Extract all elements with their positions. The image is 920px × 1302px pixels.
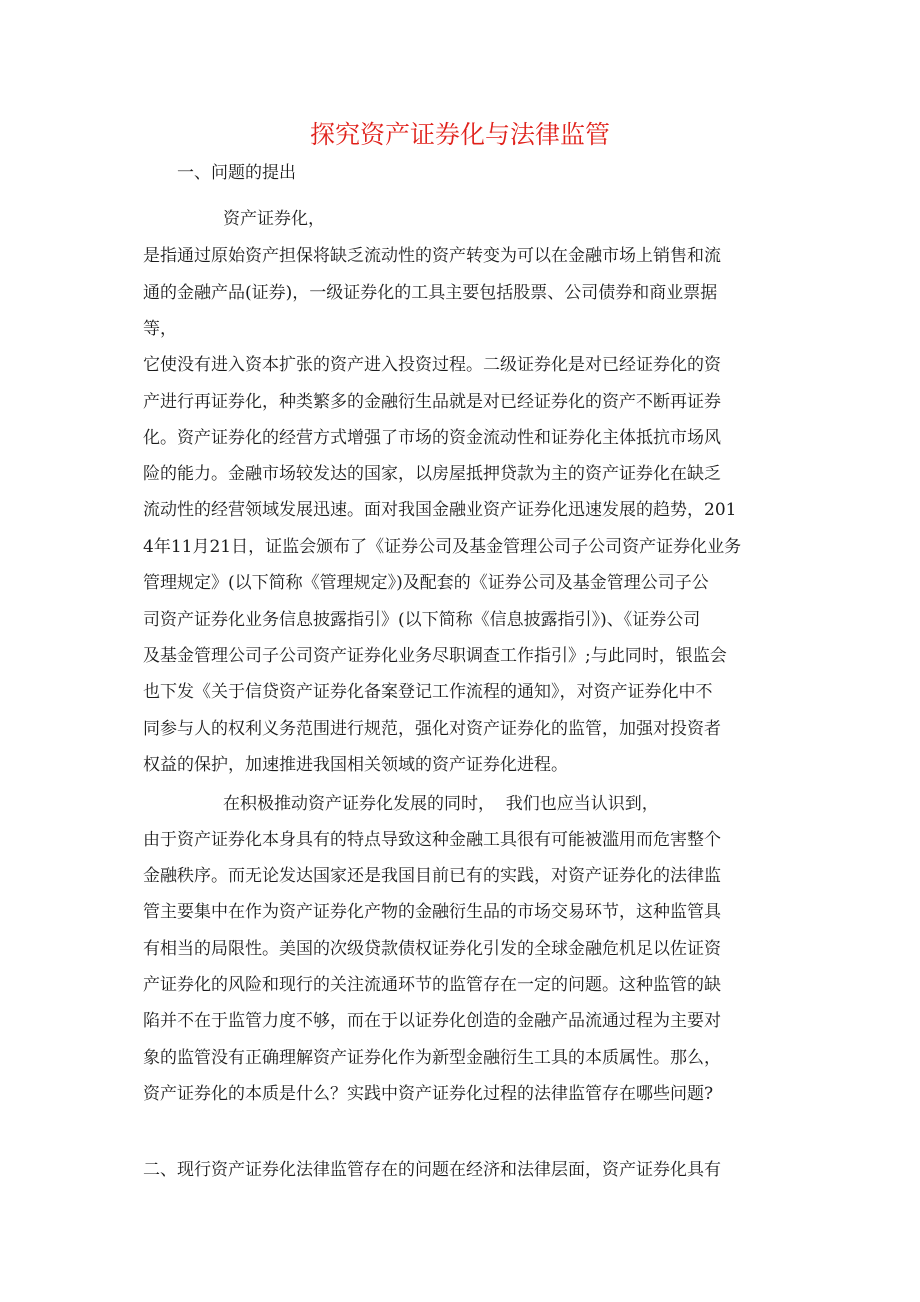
paragraph-line: 产进行再证券化，种类繁多的金融衍生品就是对已经证券化的资产不断再证券 bbox=[143, 392, 721, 412]
paragraph-line: 及基金管理公司子公司资产证券化业务尽职调查工作指引》;与此同时，银监会 bbox=[143, 646, 727, 666]
section-heading-2: 二、现行资产证券化法律监管存在的问题在经济和法律层面，资产证券化具有 bbox=[143, 1160, 721, 1180]
paragraph-line: 司资产证券化业务信息披露指引》(以下简称《信息披露指引》)、《证券公司 bbox=[143, 610, 701, 630]
paragraph-line: 化。资产证券化的经营方式增强了市场的资金流动性和证券化主体抵抗市场风 bbox=[143, 428, 721, 448]
paragraph-2-lead: 在积极推动资产证券化发展的同时， 我们也应当认识到， bbox=[223, 794, 659, 814]
document-title: 探究资产证券化与法律监管 bbox=[309, 120, 610, 149]
paragraph-line: 流动性的经营领域发展迅速。面对我国金融业资产证券化迅速发展的趋势，201 bbox=[143, 500, 737, 520]
paragraph-1-lead: 资产证券化， bbox=[223, 209, 325, 229]
paragraph-line: 等， bbox=[143, 319, 177, 339]
section-heading-1: 一、问题的提出 bbox=[177, 163, 296, 183]
paragraph-line: 象的监管没有正确理解资产证券化作为新型金融衍生工具的本质属性。那么， bbox=[143, 1048, 721, 1068]
paragraph-line: 权益的保护，加速推进我国相关领域的资产证券化进程。 bbox=[143, 755, 568, 775]
paragraph-line: 陷并不在于监管力度不够，而在于以证券化创造的金融产品流通过程为主要对 bbox=[143, 1011, 721, 1031]
paragraph-line: 同参与人的权利义务范围进行规范，强化对资产证券化的监管，加强对投资者 bbox=[143, 719, 721, 739]
paragraph-line: 是指通过原始资产担保将缺乏流动性的资产转变为可以在金融市场上销售和流 bbox=[143, 246, 721, 266]
paragraph-line: 通的金融产品(证券)，一级证券化的工具主要包括股票、公司债券和商业票据 bbox=[143, 283, 718, 303]
paragraph-line: 金融秩序。而无论发达国家还是我国目前已有的实践，对资产证券化的法律监 bbox=[143, 866, 721, 886]
paragraph-line: 由于资产证券化本身具有的特点导致这种金融工具很有可能被滥用而危害整个 bbox=[143, 830, 721, 850]
paragraph-line: 有相当的局限性。美国的次级贷款债权证券化引发的全球金融危机足以佐证资 bbox=[143, 939, 721, 959]
paragraph-line: 产证券化的风险和现行的关注流通环节的监管存在一定的问题。这种监管的缺 bbox=[143, 975, 721, 995]
paragraph-line: 资产证券化的本质是什么？实践中资产证券化过程的法律监管存在哪些问题? bbox=[143, 1084, 714, 1104]
paragraph-line: 管主要集中在作为资产证券化产物的金融衍生品的市场交易环节，这种监管具 bbox=[143, 902, 721, 922]
paragraph-line: 也下发《关于信贷资产证券化备案登记工作流程的通知》，对资产证券化中不 bbox=[143, 682, 713, 702]
paragraph-line: 险的能力。金融市场较发达的国家，以房屋抵押贷款为主的资产证券化在缺乏 bbox=[143, 464, 721, 484]
paragraph-line: 管理规定》(以下简称《管理规定》)及配套的《证券公司及基金管理公司子公 bbox=[143, 573, 709, 593]
paragraph-line: 它使没有进入资本扩张的资产进入投资过程。二级证券化是对已经证券化的资 bbox=[143, 355, 721, 375]
paragraph-line: 4年11月21日，证监会颁布了《证券公司及基金管理公司子公司资产证券化业务 bbox=[143, 537, 742, 557]
